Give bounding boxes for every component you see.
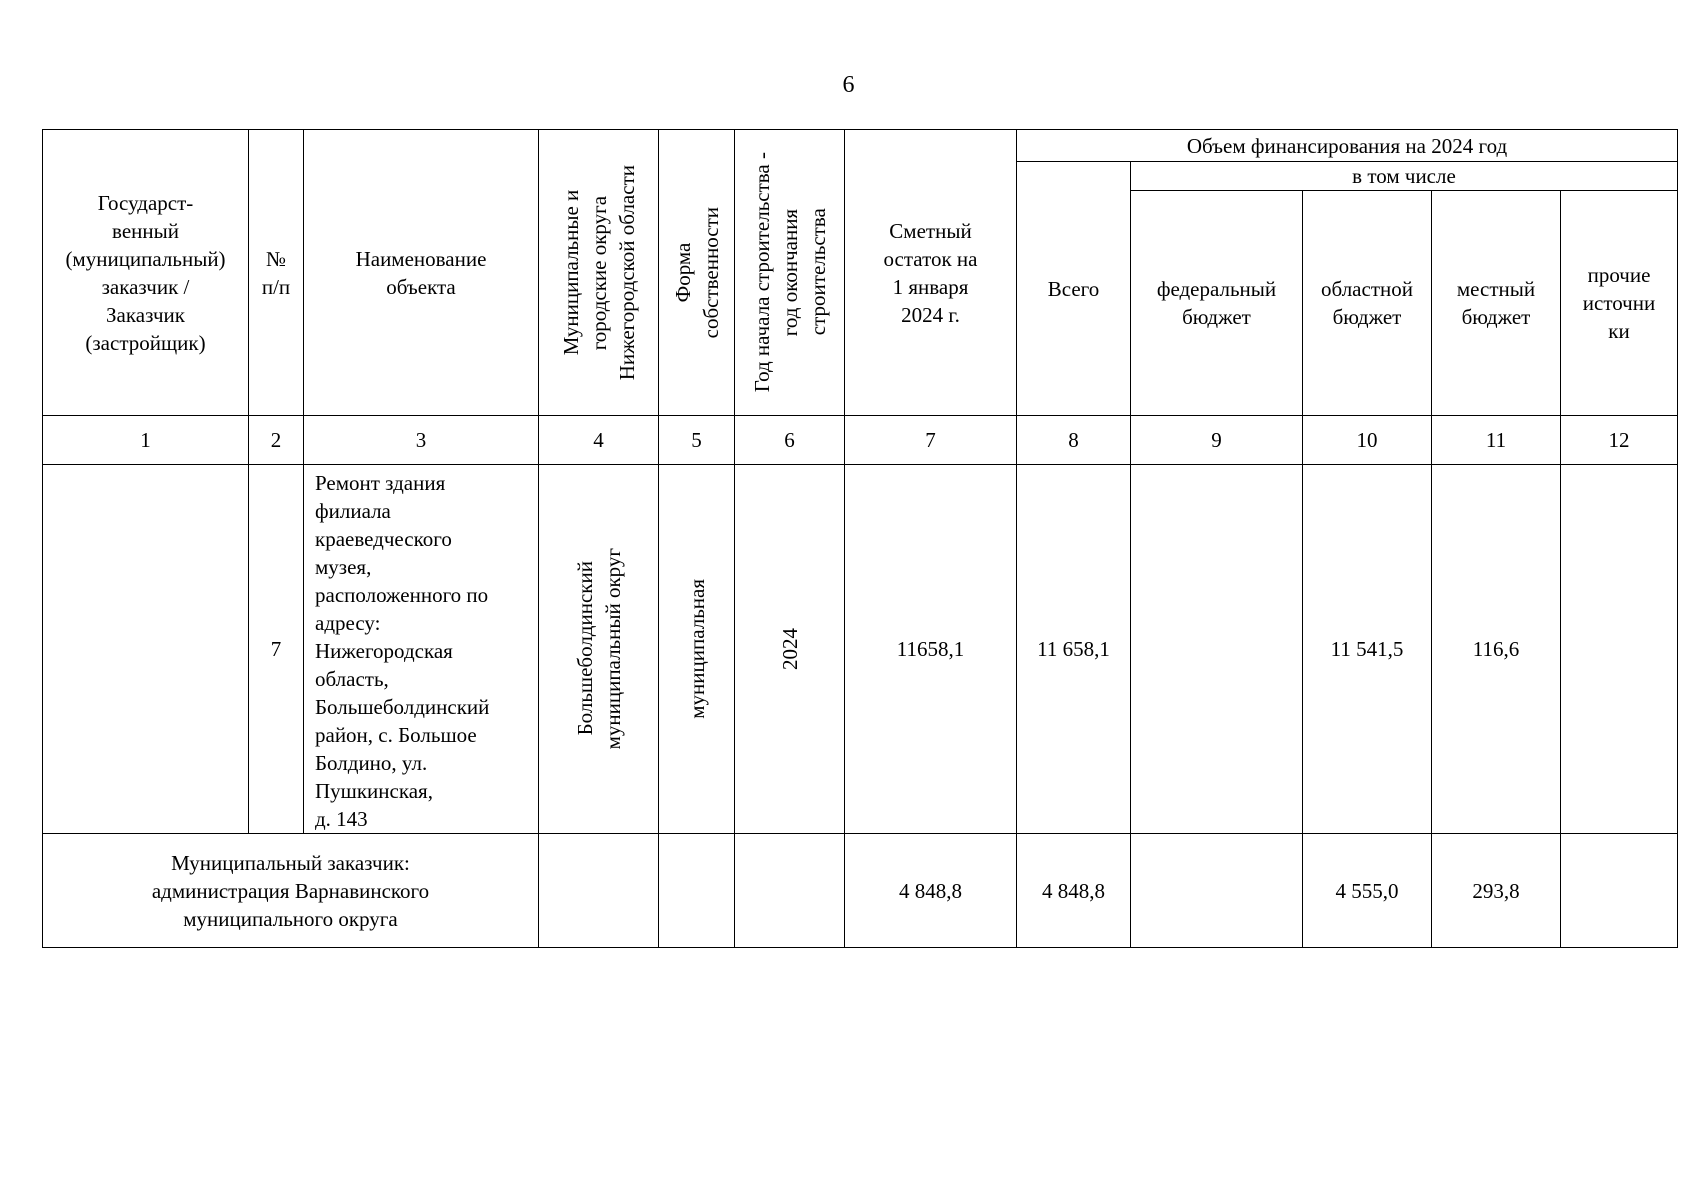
row-regional: 11 541,5 — [1303, 465, 1432, 834]
row-other — [1561, 465, 1678, 834]
header-row-1 — [43, 130, 1678, 162]
row-district — [539, 465, 659, 834]
customer-row — [43, 834, 1678, 948]
header-including: в том числе — [1131, 162, 1678, 191]
row-num: 7 — [249, 465, 304, 834]
header-federal-budget-text: федеральный бюджет — [1156, 277, 1277, 329]
header-estimated-balance — [845, 130, 1017, 416]
header-total: Всего — [1017, 162, 1131, 416]
column-number: 9 — [1131, 416, 1303, 465]
column-number: 4 — [539, 416, 659, 465]
row-object-name-text: Ремонт здания филиала краеведческого музея, расположенного по адресу: Нижегородская область, Большеболдинский район, с. Большое Болдино, ул. Пушкинская, д. 143 — [315, 471, 490, 831]
header-municipal-districts-text: Муниципальные и городские округа Нижегородской области — [558, 164, 639, 381]
row-federal — [1131, 465, 1303, 834]
row-district-text: Большеболдинский муниципальный округ — [572, 548, 625, 750]
column-number: 5 — [659, 416, 735, 465]
column-number: 8 — [1017, 416, 1131, 465]
header-federal-budget — [1131, 191, 1303, 416]
header-local-budget — [1432, 191, 1561, 416]
row-ownership — [659, 465, 735, 834]
customer-row-ownership — [659, 834, 735, 948]
row-estimated-balance: 11658,1 — [845, 465, 1017, 834]
column-number: 7 — [845, 416, 1017, 465]
header-construction-years-text: Год начала строительства - год окончания строительства — [749, 152, 830, 393]
row-total: 11 658,1 — [1017, 465, 1131, 834]
customer-row-years — [735, 834, 845, 948]
column-number: 3 — [304, 416, 539, 465]
customer-row-estimated-balance: 4 848,8 — [845, 834, 1017, 948]
customer-row-label — [43, 834, 539, 948]
customer-row-local: 293,8 — [1432, 834, 1561, 948]
customer-row-district — [539, 834, 659, 948]
header-regional-budget — [1303, 191, 1432, 416]
page-number: 6 — [842, 72, 855, 98]
column-number: 2 — [249, 416, 304, 465]
header-regional-budget-text: областной бюджет — [1321, 277, 1413, 329]
header-ownership-form — [659, 130, 735, 416]
column-number: 11 — [1432, 416, 1561, 465]
header-funding-volume: Объем финансирования на 2024 год — [1017, 130, 1678, 162]
row-ownership-text: муниципальная — [684, 579, 709, 719]
header-object-name-text: Наименование объекта — [355, 246, 487, 299]
financing-table — [42, 129, 1678, 948]
row-customer — [43, 465, 249, 834]
row-local: 116,6 — [1432, 465, 1561, 834]
header-num-text: № п/п — [261, 246, 291, 299]
column-numbers-row — [43, 416, 1678, 465]
header-num — [249, 130, 304, 416]
header-object-name — [304, 130, 539, 416]
header-customer-text: Государст- венный (муниципальный) заказчик / Заказчик (застройщик) — [65, 190, 226, 355]
header-ownership-form-text: Форма собственности — [670, 206, 723, 339]
header-customer — [43, 130, 249, 416]
header-local-budget-text: местный бюджет — [1456, 277, 1536, 329]
customer-row-other — [1561, 834, 1678, 948]
header-municipal-districts — [539, 130, 659, 416]
header-estimated-balance-text: Сметный остаток на 1 января 2024 г. — [883, 218, 978, 327]
column-number: 12 — [1561, 416, 1678, 465]
row-object-name — [304, 465, 539, 834]
customer-row-federal — [1131, 834, 1303, 948]
customer-row-total: 4 848,8 — [1017, 834, 1131, 948]
header-construction-years — [735, 130, 845, 416]
row-years-text: 2024 — [777, 628, 802, 670]
customer-row-regional: 4 555,0 — [1303, 834, 1432, 948]
row-years — [735, 465, 845, 834]
table-row — [43, 465, 1678, 834]
header-other-sources — [1561, 191, 1678, 416]
column-number: 6 — [735, 416, 845, 465]
customer-row-label-text: Муниципальный заказчик: администрация Варнавинского муниципального округа — [151, 850, 430, 931]
header-other-sources-text: прочие источни ки — [1582, 263, 1656, 343]
column-number: 10 — [1303, 416, 1432, 465]
column-number: 1 — [43, 416, 249, 465]
